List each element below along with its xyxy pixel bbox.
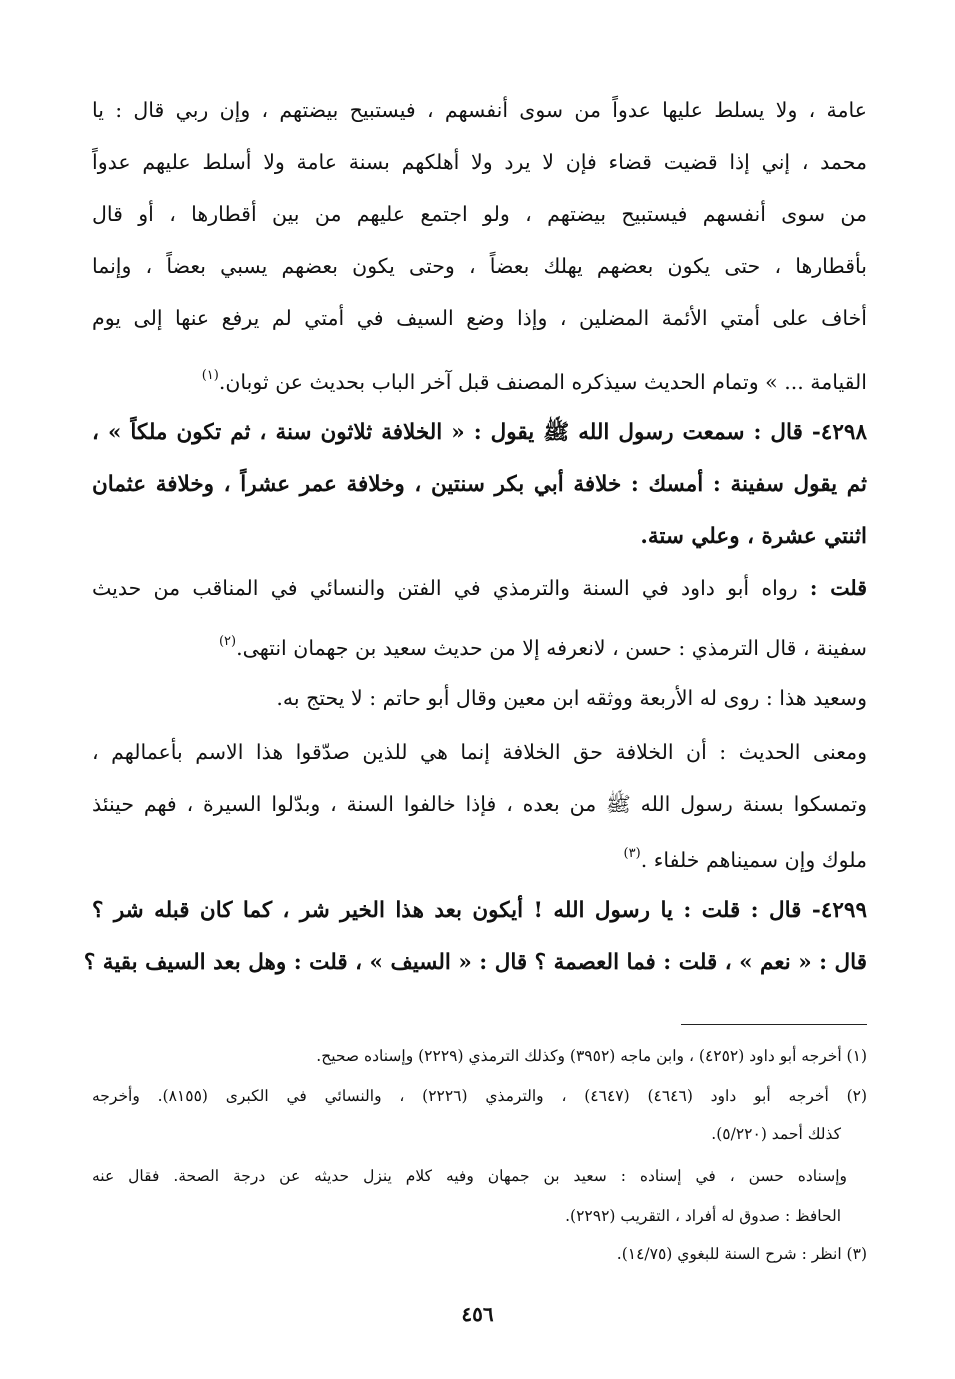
page-number: ٤٥٦ (461, 1302, 494, 1326)
body-line-3: من سوى أنفسهم فيستبيح بيضتهم ، ولو اجتمع عليهم من بين أقطارها ، أو قال (92, 202, 867, 226)
footnote-2-line-3: وإسناده حسن ، في إسناده : سعيد بن جمهان وفيه كلام ينزل حديثه عن درجة الصحة. فقال عنه (92, 1167, 847, 1185)
footnote-ref-1: (١) (201, 368, 219, 383)
body-line-4: بأقطارها ، حتى يكون بعضهم يهلك بعضاً ، وحتى يكون بعضهم يسبي بعضاً ، وإنما (92, 254, 867, 278)
qult-line-2-text: سفينة ، قال الترمذي : حسن ، لانعرفه إلا من حديث سعيد بن جهمان انتهى. (236, 636, 867, 660)
qult-line-1 (92, 576, 867, 626)
footnote-ref-3: (٣) (623, 846, 641, 861)
hadith-4298-line-1: ٤٢٩٨- قال : سمعت رسول الله ﷺ يقول : « الخلافة ثلاثون سنة ، ثم تكون ملكاً » ، (92, 420, 867, 445)
meaning-line-3-text: ملوك وإن سميناهم خلفاء . (640, 848, 867, 872)
qult-label: قلت : (809, 576, 868, 600)
said-line: وسعيد هذا : روى له الأربعة ووثقه ابن معين وقال أبو حاتم : لا يحتج به. (276, 686, 867, 710)
footnote-1: (١) أخرجه أبو داود (٤٢٥٢) ، وابن ماجه (٣٩٥٢) وكذلك الترمذي (٢٢٢٩) وإسناده صحيح. (316, 1047, 867, 1065)
hadith-4299-line-1: ٤٢٩٩- قال : قلت : يا رسول الله ! أيكون بعد هذا الخير شر ، كما كان قبله شر ؟ (92, 898, 867, 923)
body-line-1: عامة ، ولا يسلط عليها عدواً من سوى أنفسهم ، فيستبيح بيضتهم ، وإن ربي قال : يا (92, 98, 867, 122)
footnote-2-line-1: (٢) أخرجه أبو داود (٤٦٤٦) (٤٦٤٧) ، والترمذي (٢٢٢٦) ، والنسائي في الكبرى (٨١٥٥). وأخرجه (92, 1087, 868, 1105)
hadith-4298-line-3: اثنتي عشرة ، وعلي ستة. (640, 524, 867, 549)
body-line-6 (92, 368, 867, 418)
body-line-5: أخاف على أمتي الأئمة المضلين ، وإذا وضع السيف في أمتي لم يرفع عنها إلى يوم (92, 306, 867, 330)
footnote-3: (٣) انظر : شرح السنة للبغوي (١٤/٧٥). (616, 1245, 867, 1263)
footnote-ref-2: (٢) (218, 634, 237, 649)
qult-line-1-text: رواه أبو داود في السنة والترمذي في الفتن والنسائي في المناقب من حديث (92, 576, 798, 600)
body-line-2: محمد ، إني إذا قضيت قضاء فإن لا يرد ولا أهلكهم بسنة عامة ولا أسلط عليهم عدواً (92, 150, 867, 174)
hadith-4299-line-2: قال : « نعم » ، قلت : فما العصمة ؟ قال : « السيف » ، قلت : وهل بعد السيف بقية ؟ (83, 950, 867, 975)
footnote-separator (681, 1024, 867, 1025)
qult-line-2 (92, 634, 867, 684)
meaning-line-2: وتمسكوا بسنة رسول الله ﷺ من بعده ، فإذا خالفوا السنة ، وبدّلوا السيرة ، فهم حينئذ (92, 792, 867, 816)
body-line-6-text: القيامة ... » وتمام الحديث سيذكره المصنف قبل آخر الباب بحديث عن ثوبان. (218, 370, 867, 394)
hadith-4298-line-2: ثم يقول سفينة : أمسك : خلافة أبي بكر سنتين ، وخلافة عمر عشراً ، وخلافة عثمان (92, 472, 867, 497)
footnote-2-line-2: كذلك أحمد (٥/٢٢٠). (711, 1125, 841, 1143)
meaning-line-3 (92, 846, 867, 896)
footnote-2-line-4: الحافظ : صدوق له أفراد ، التقريب (٢٢٩٢). (565, 1207, 841, 1225)
meaning-line-1: ومعنى الحديث : أن الخلافة حق الخلافة إنما هي للذين صدّقوا هذا الاسم بأعمالهم ، (92, 740, 867, 764)
